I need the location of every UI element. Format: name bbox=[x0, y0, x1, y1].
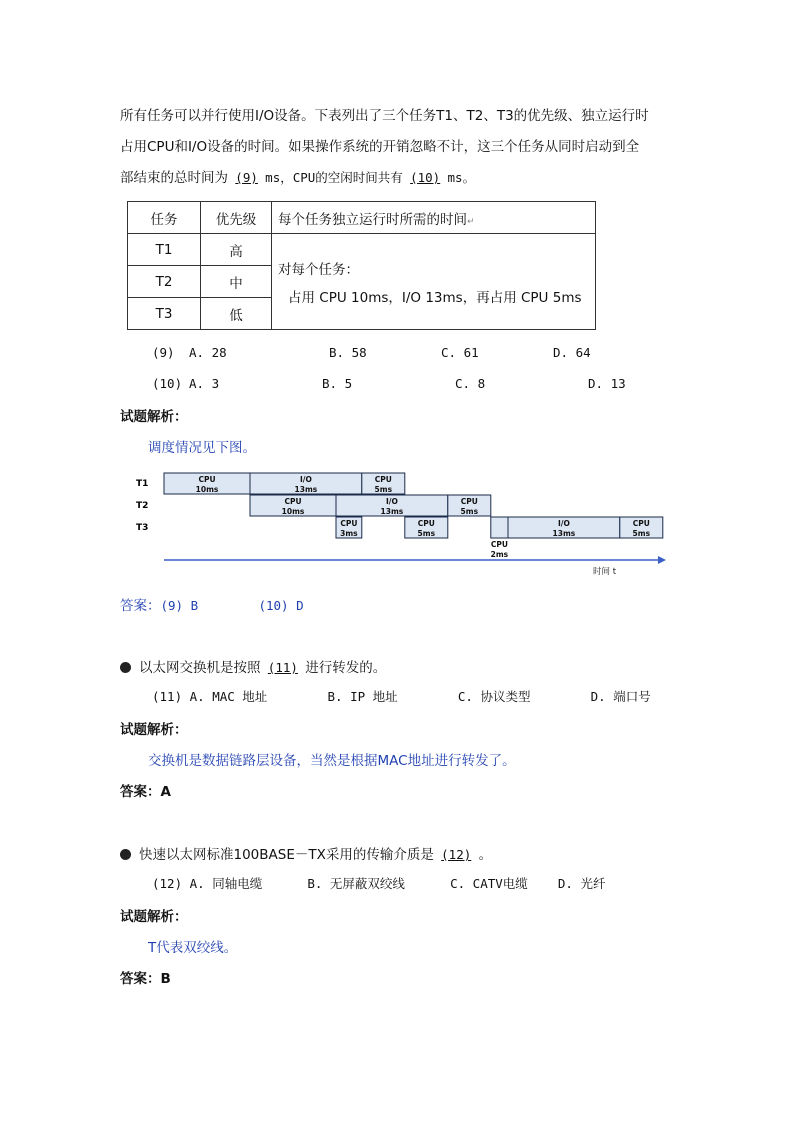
table-header-task: 任务 bbox=[128, 202, 201, 234]
gantt-bar-duration: 13ms bbox=[294, 485, 318, 494]
analysis-title-11: 试题解析： bbox=[120, 722, 188, 738]
options-10-num: (10) bbox=[152, 376, 183, 391]
q9-stem-line3 bbox=[120, 166, 475, 186]
table-cell-description bbox=[272, 234, 596, 330]
row-label-t3: T3 bbox=[136, 523, 149, 533]
time-axis-arrowhead bbox=[658, 556, 666, 564]
answer-9: (9) B bbox=[160, 598, 199, 613]
table-cell-priority: 低 bbox=[201, 298, 272, 330]
answer-9-10 bbox=[120, 594, 304, 614]
table-header-priority: 优先级 bbox=[201, 202, 272, 234]
gantt-bar-duration: 13ms bbox=[552, 529, 576, 538]
gantt-bar-label: I/O bbox=[557, 519, 570, 528]
option-9-d: D. 64 bbox=[553, 345, 591, 360]
time-axis-label: 时间 t bbox=[593, 567, 617, 577]
table-cell-priority: 高 bbox=[201, 234, 272, 266]
table-cell-priority: 中 bbox=[201, 266, 272, 298]
q11-stem bbox=[120, 656, 386, 676]
gantt-bar-duration: 10ms bbox=[195, 485, 219, 494]
blank-12: (12) bbox=[441, 847, 472, 862]
gantt-bar-duration: 2ms bbox=[490, 550, 509, 559]
gantt-bar-label: CPU bbox=[460, 497, 478, 506]
option-9-a: A. 28 bbox=[189, 345, 227, 360]
q9-stem-line3-pre: 部结束的总时间为 bbox=[120, 170, 228, 186]
analysis-title-12: 试题解析： bbox=[120, 909, 188, 925]
gantt-bar-duration: 5ms bbox=[374, 485, 393, 494]
q12-stem-post: 。 bbox=[478, 847, 493, 863]
option-10-c: C. 8 bbox=[455, 376, 486, 391]
blank-11: (11) bbox=[267, 660, 298, 675]
q12-stem-pre: 快速以太网标准100BASE－TX采用的传输介质是 bbox=[139, 847, 434, 863]
bullet-icon bbox=[120, 662, 131, 673]
gantt-bar-duration: 5ms bbox=[417, 529, 436, 538]
gantt-bar-duration: 5ms bbox=[632, 529, 651, 538]
q9-stem-line3-post: ms。 bbox=[447, 170, 476, 185]
answer-10: (10) D bbox=[258, 598, 304, 613]
gantt-bar-label: CPU bbox=[284, 497, 302, 506]
options-9-num: (9) bbox=[152, 345, 175, 360]
table-header-time: 每个任务独立运行时所需的时间↵ bbox=[272, 202, 596, 234]
q11-options: (11) A. MAC 地址 B. IP 地址 C. 协议类型 D. 端口号 bbox=[152, 689, 651, 704]
q9-stem-line2: 占用CPU和I/O设备的时间。如果操作系统的开销忽略不计，这三个任务从同时启动到全 bbox=[120, 139, 640, 155]
option-10-a: A. 3 bbox=[189, 376, 220, 391]
gantt-bar-duration: 13ms bbox=[380, 507, 404, 516]
gantt-bar-duration: 3ms bbox=[340, 529, 358, 538]
analysis-title-9-10: 试题解析： bbox=[120, 409, 188, 425]
table-cell-task: T3 bbox=[128, 298, 201, 330]
gantt-bar-label: CPU bbox=[374, 475, 392, 484]
q11-stem-post: 进行转发的。 bbox=[305, 660, 387, 676]
row-label-t1: T1 bbox=[136, 479, 149, 489]
q12-options: (12) A. 同轴电缆 B. 无屏蔽双绞线 C. CATV电缆 D. 光纤 bbox=[152, 876, 606, 891]
answer-label-9-10: 答案： bbox=[120, 598, 161, 614]
blank-9: (9) bbox=[235, 170, 258, 185]
q11-stem-pre: 以太网交换机是按照 bbox=[139, 660, 261, 676]
answer-12: 答案：B bbox=[120, 971, 171, 987]
option-9-b: B. 58 bbox=[329, 345, 367, 360]
scheduling-diagram bbox=[120, 466, 680, 581]
table-desc-line1: 对每个任务： bbox=[278, 261, 359, 278]
table-cell-task: T1 bbox=[128, 234, 201, 266]
gantt-bar-label: CPU bbox=[490, 540, 508, 549]
analysis-text-9-10: 调度情况见下图。 bbox=[148, 440, 256, 456]
task-table bbox=[127, 201, 596, 330]
gantt-bar-duration: 10ms bbox=[281, 507, 305, 516]
gantt-bar-label: I/O bbox=[299, 475, 312, 484]
gantt-bar-label: I/O bbox=[385, 497, 398, 506]
blank-10: (10) bbox=[410, 170, 441, 185]
analysis-text-11: 交换机是数据链路层设备，当然是根据MAC地址进行转发了。 bbox=[148, 753, 516, 769]
analysis-text-12: T代表双绞线。 bbox=[148, 940, 238, 956]
table-header-time-text: 每个任务独立运行时所需的时间 bbox=[278, 211, 467, 228]
q12-stem bbox=[120, 843, 492, 863]
answer-11: 答案：A bbox=[120, 784, 171, 800]
row-label-t2: T2 bbox=[136, 501, 149, 511]
bullet-icon bbox=[120, 849, 131, 860]
gantt-bar-label: CPU bbox=[198, 475, 216, 484]
gantt-bar-label: CPU bbox=[632, 519, 650, 528]
option-9-c: C. 61 bbox=[441, 345, 479, 360]
gantt-bar-duration: 5ms bbox=[460, 507, 479, 516]
q9-stem-line3-mid: ms，CPU的空闲时间共有 bbox=[265, 170, 403, 185]
table-desc-line2: 占用 CPU 10ms，I/O 13ms，再占用 CPU 5ms bbox=[288, 289, 582, 306]
option-10-d: D. 13 bbox=[588, 376, 626, 391]
option-10-b: B. 5 bbox=[322, 376, 353, 391]
q9-stem-line1: 所有任务可以并行使用I/O设备。下表列出了三个任务T1、T2、T3的优先级、独立运行时 bbox=[120, 108, 649, 124]
gantt-bar-label: CPU bbox=[340, 519, 358, 528]
gantt-bar-label: CPU bbox=[417, 519, 435, 528]
gantt-bar bbox=[491, 517, 508, 538]
table-cell-task: T2 bbox=[128, 266, 201, 298]
